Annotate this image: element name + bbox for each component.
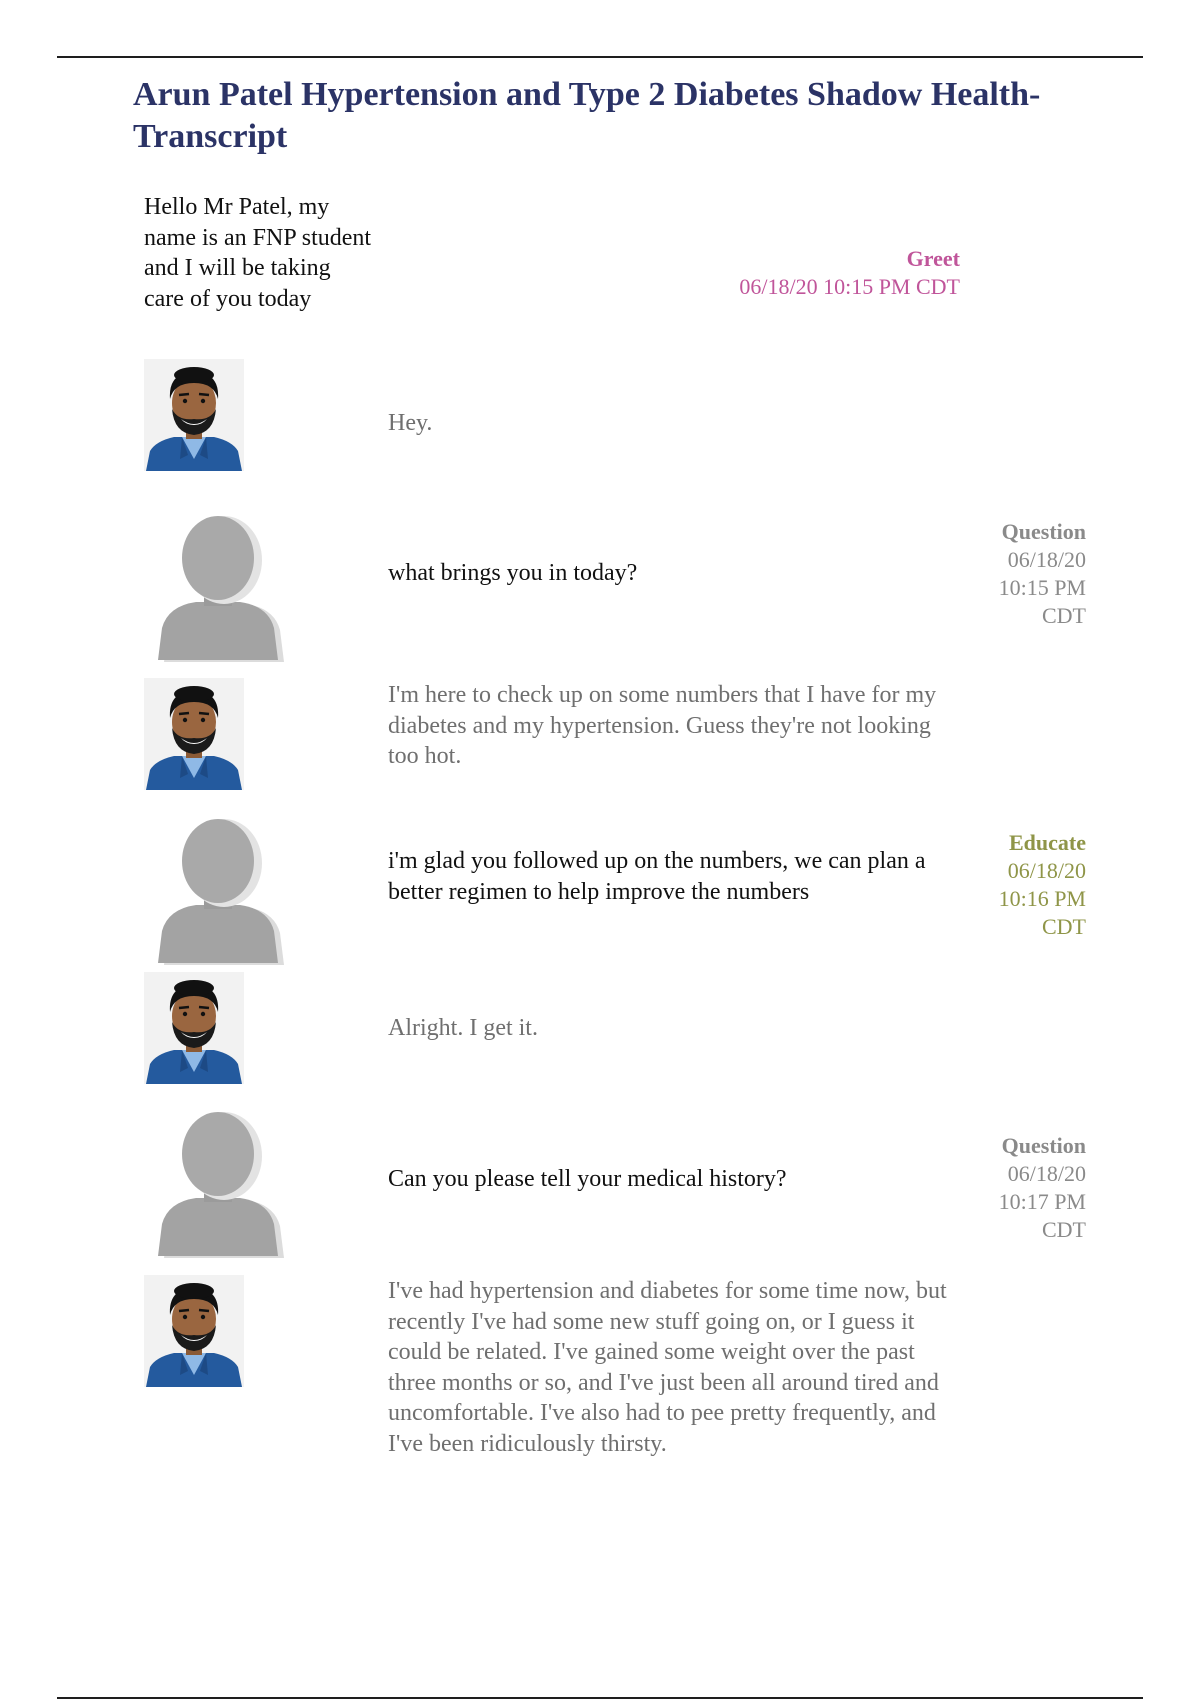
educate-label: Educate [1009,830,1086,855]
user-silhouette-icon [154,512,294,662]
patient-message: I'm here to check up on some numbers that I have for my diabetes and my hypertension. Guess they're not looking too hot. [388,682,937,769]
tag-date: 06/18/20 [1007,1161,1086,1186]
tag-date: 06/18/20 [1007,858,1086,883]
patient-message: Hey. [388,410,433,436]
user-message: Can you please tell your medical history? [388,1166,787,1192]
patient-avatar-icon [144,972,244,1084]
question-label: Question [1001,519,1086,544]
educate-tag [999,829,1086,941]
tag-timezone: CDT [1042,1217,1086,1242]
greet-label: Greet [906,246,960,271]
tag-timezone: CDT [1042,603,1086,628]
user-message: what brings you in today? [388,560,638,586]
patient-avatar-icon [144,359,244,471]
tag-time: 10:15 PM [998,575,1086,600]
user-silhouette-icon [154,1108,294,1258]
greeting-text: Hello Mr Patel, my name is an FNP student and I will be taking care of you today [144,194,372,312]
question-tag [999,1132,1086,1244]
document-title: Arun Patel Hypertension and Type 2 Diabetes Shadow Health- Transcript [133,76,1041,155]
question-label: Question [1001,1133,1086,1158]
tag-time: 10:17 PM [998,1189,1086,1214]
user-message: i'm glad you followed up on the numbers, we can plan a better regimen to help improve the numbers [388,848,926,905]
tag-date: 06/18/20 [1007,547,1086,572]
tag-timezone: CDT [1042,914,1086,939]
tag-time: 10:16 PM [998,886,1086,911]
user-silhouette-icon [154,815,294,965]
top-rule [57,56,1143,58]
patient-avatar-icon [144,678,244,790]
question-tag [999,518,1086,630]
patient-message: Alright. I get it. [388,1015,538,1041]
bottom-rule [57,1697,1143,1699]
patient-message: I've had hypertension and diabetes for some time now, but recently I've had some new stuff going on, or I guess it could be related. I've gained some weight over the past three months or so, and I've just been all around tired and uncomfortable. I've also had to pee pretty frequently, and I've been ridiculously thirsty. [388,1278,947,1457]
patient-avatar-icon [144,1275,244,1387]
greet-timestamp: 06/18/20 10:15 PM CDT [739,274,960,299]
greet-tag [739,245,960,301]
